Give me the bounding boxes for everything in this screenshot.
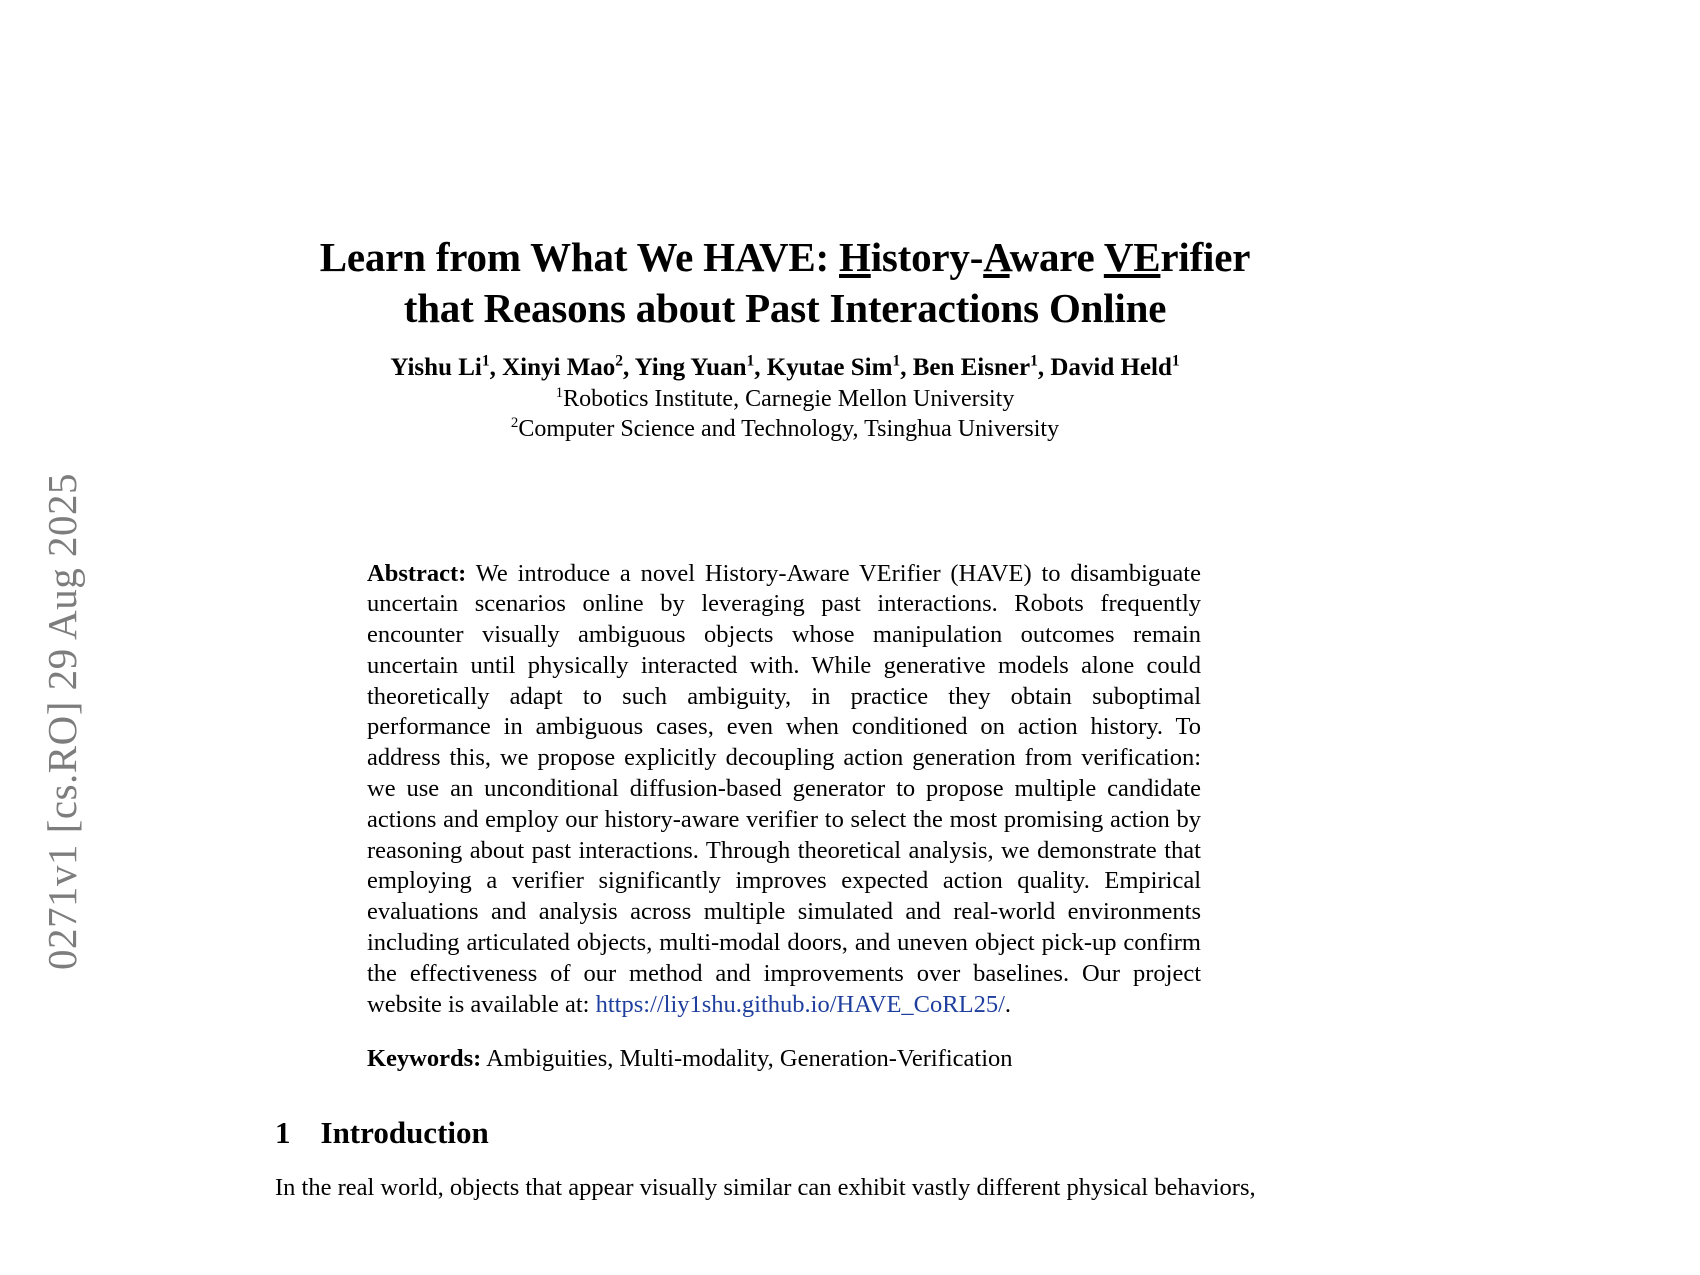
author-entry (635, 354, 755, 381)
title-segment: rifier (1160, 234, 1251, 281)
author-affil-marker: 2 (615, 352, 624, 370)
author-name: Ben Eisner (912, 354, 1031, 381)
abstract-label: Abstract: (367, 559, 467, 587)
author-entry (390, 354, 489, 381)
title-underlined-ve: VE (1103, 234, 1161, 281)
introduction-paragraph: In the real world, objects that appear visually similar can exhibit vastly different physical behaviors, (275, 1173, 1256, 1201)
author-entry (1050, 354, 1179, 381)
author-name: Xinyi Mao (502, 354, 616, 381)
author-name: David Held (1050, 354, 1172, 381)
page-title (275, 232, 1295, 334)
abstract-body-end: . (1004, 990, 1012, 1018)
author-affil-marker: 1 (481, 352, 490, 370)
section-number: 1 (275, 1114, 291, 1150)
project-website-link[interactable]: https://liy1shu.github.io/HAVE_CoRL25/ (595, 990, 1005, 1018)
keywords-label: Keywords: (367, 1044, 482, 1072)
affiliation-text: Robotics Institute, Carnegie Mellon University (563, 386, 1015, 412)
title-underlined-h: H (839, 234, 871, 281)
affiliation-text: Computer Science and Technology, Tsinghua University (518, 416, 1060, 442)
title-underlined-a: A (983, 234, 1010, 281)
author-entry (767, 354, 900, 381)
affiliation-marker: 1 (555, 385, 564, 401)
author-entry (502, 354, 623, 381)
title-segment: Learn from What We HAVE: (319, 234, 840, 281)
abstract-body: We introduce a novel History-Aware VErifier (HAVE) to disambiguate uncertain scenarios online by leveraging past interactions. Robots frequently encounter visually ambiguous objects whose manipulation outcomes remain uncertain until physically interacted with. While generative models alone could theoretically adapt to such ambiguity, in practice they obtain suboptimal performance in ambiguous cases, even when conditioned on action history. To address this, we propose explicitly decoupling action generation from verification: we use an unconditional diffusion-based generator to propose multiple candidate actions and employ our history-aware verifier to select the most promising action by reasoning about past interactions. Through theoretical analysis, we demonstrate that employing a verifier significantly improves expected action quality. Empirical evaluations and analysis across multiple simulated and real-world environments including articulated objects, multi-modal doors, and uneven object pick-up confirm the effectiveness of our method and improvements over baselines. Our project website is available at: (367, 559, 1201, 1018)
author-affil-marker: 1 (1030, 352, 1038, 370)
keywords-section (367, 1044, 1201, 1075)
title-line-1 (320, 234, 1251, 280)
author-affil-marker: 1 (746, 352, 755, 370)
author-affil-marker: 1 (1171, 352, 1180, 370)
author-name: Kyutae Sim (766, 354, 893, 381)
title-line-2: that Reasons about Past Interactions Online (403, 285, 1167, 332)
affiliation-1 (275, 384, 1295, 414)
title-segment: istory- (870, 234, 984, 281)
affiliation-list (275, 384, 1295, 444)
author-entry (913, 354, 1038, 381)
section-title: Introduction (320, 1114, 489, 1150)
author-affil-marker: 1 (892, 352, 901, 370)
abstract-section (367, 559, 1201, 1021)
title-segment: ware (1009, 234, 1104, 281)
author-name: Ying Yuan (634, 354, 747, 381)
author-list: Yishu Li$^1$, Xinyi Mao$^2$, Ying Yuan$^1$, Kyutae Sim$^1$, Ben Eisner$^1$, David Held$^1$ (390, 352, 1180, 381)
affiliation-marker: 2 (510, 415, 519, 431)
arxiv-identifier-stamp: 0271v1 [cs.RO] 29 Aug 2025 (39, 472, 85, 970)
section-heading-introduction (275, 1114, 1295, 1152)
affiliation-2 (275, 414, 1295, 444)
keywords-text: Ambiguities, Multi-modality, Generation-Verification (486, 1044, 1013, 1072)
author-name: Yishu Li (390, 354, 482, 381)
